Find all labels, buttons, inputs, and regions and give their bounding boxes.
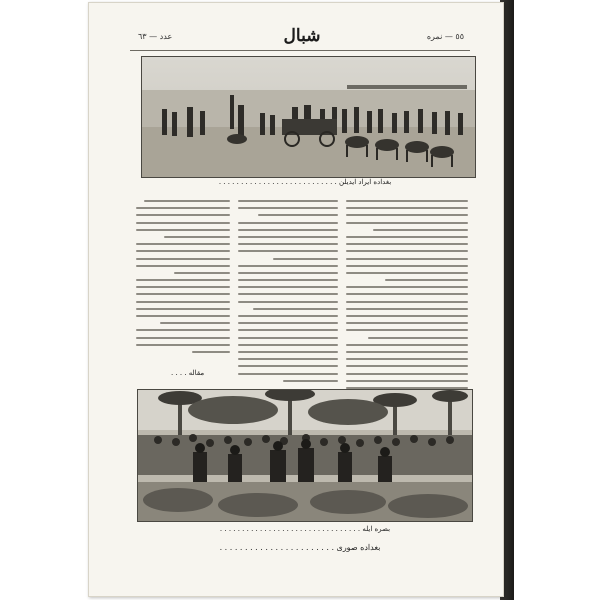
header-rule [130, 50, 470, 51]
text-column-middle [238, 200, 338, 387]
header-left-text: عدد — ٦٣ [138, 32, 173, 41]
top-photograph [141, 56, 476, 178]
page-header [130, 26, 474, 50]
masthead-title: شبال [283, 26, 321, 46]
photograph-military-column-icon [142, 57, 475, 177]
bottom-photo-caption-2: بغداده صوری . . . . . . . . . . . . . . . . . . . . . . . [219, 543, 381, 552]
header-right-text: ٥٥ — نمره [426, 32, 464, 41]
photograph-group-under-palms-icon [138, 390, 472, 521]
text-column-left [136, 200, 230, 358]
bottom-photo-caption-1: بصره ایله . . . . . . . . . . . . . . . . . . . . . . . . . . . . . . . . [219, 525, 391, 533]
text-column-right [346, 200, 468, 416]
column-signature: مقاله . . . . [171, 369, 205, 377]
top-photo-caption: بغداده ایراد ایدیلن . . . . . . . . . . . . . . . . . . . . . . . . . . . [218, 178, 392, 186]
bottom-photograph [137, 389, 473, 522]
